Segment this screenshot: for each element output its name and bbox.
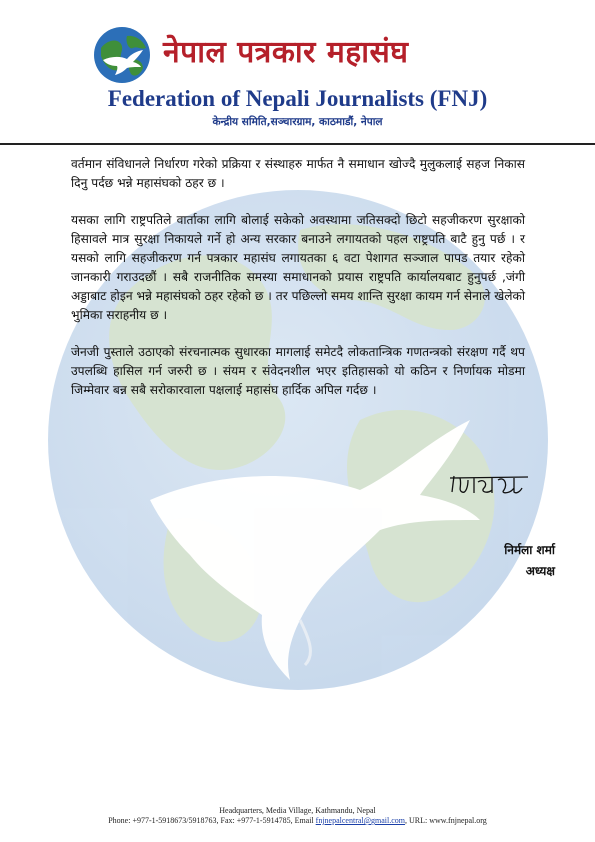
footer-url: , URL: www.fnjnepal.org bbox=[405, 816, 487, 825]
footer-email-link[interactable]: fnjnepalcentral@gmail.com bbox=[315, 816, 406, 825]
paragraph-1: वर्तमान संविधानले निर्धारण गरेको प्रक्रिया र संस्थाहरु मार्फत नै समाधान खोज्दै मुलुकलाई सहज निकास दिनु पर्दछ भन्ने महासंघको ठहर छ । bbox=[71, 157, 525, 190]
footer-phone-fax: Phone: +977-1-5918673/5918763, Fax: +977-1-5914785, Email bbox=[108, 816, 316, 825]
signer-name: निर्मला शर्मा bbox=[504, 543, 555, 557]
paragraph-2: यसका लागि राष्ट्रपतिले वार्ताका लागि बोलाई सकेको अवस्थामा जतिसक्दो छिटो सहजीकरण सुरक्षाको हिसावले मात्र सुरक्षा निकायले गर्ने हो अन्य सरकार बनाउने लगायतको पहल राष्ट्रपति बाटै हुनु पर्छ । र यसको लागि सहजीकरण गर्न पत्रकार महासंघ लगायतका ६ वटा पेशागत सञ्जाल पापड तयार रहेको जानकारी गराउदछौं । सबै राजनीतिक समस्या समाधानको प्रयास राष्ट्रपति कार्यालयबाट हुनुपर्छ ,जंगी अड्डाबाट होइन भन्ने महासंघको ठहर रहेको छ । तर पछिल्लो समय शान्ति सुरक्षा कायम गर्न सेनाले खेलेको भुमिका सराहनीय छ । bbox=[71, 213, 525, 322]
organization-name-nepali: नेपाल पत्रकार महासंघ bbox=[163, 35, 409, 70]
globe-dove-logo-icon bbox=[93, 26, 151, 84]
footer-address: Headquarters, Media Village, Kathmandu, Nepal bbox=[219, 806, 376, 815]
header-divider bbox=[0, 143, 595, 145]
statement-body bbox=[71, 155, 525, 418]
handwritten-signature bbox=[448, 468, 530, 498]
footer-contact bbox=[0, 806, 595, 826]
letterhead-address: केन्द्रीय समिति,सञ्चारग्राम, काठमाडौं, नेपाल bbox=[212, 116, 383, 128]
letterhead bbox=[0, 0, 595, 146]
paragraph-3: जेनजी पुस्ताले उठाएको संरचनात्मक सुधारका मागलाई समेटदै लोकतान्त्रिक गणतन्त्रको संरक्षण गर्दै थप उपलब्धि हासिल गर्न जरुरी छ । संयम र संवेदनशील भएर इतिहासको यो कठिन र निर्णायक मोडमा जिम्मेवार बन्न सबै सरोकारवाला पक्षलाई महासंघ हार्दिक अपिल गर्दछ । bbox=[71, 345, 525, 397]
footer-contact-line bbox=[0, 816, 595, 826]
signer-title: अध्यक्ष bbox=[525, 564, 555, 578]
organization-name-english: Federation of Nepali Journalists (FNJ) bbox=[107, 86, 488, 111]
